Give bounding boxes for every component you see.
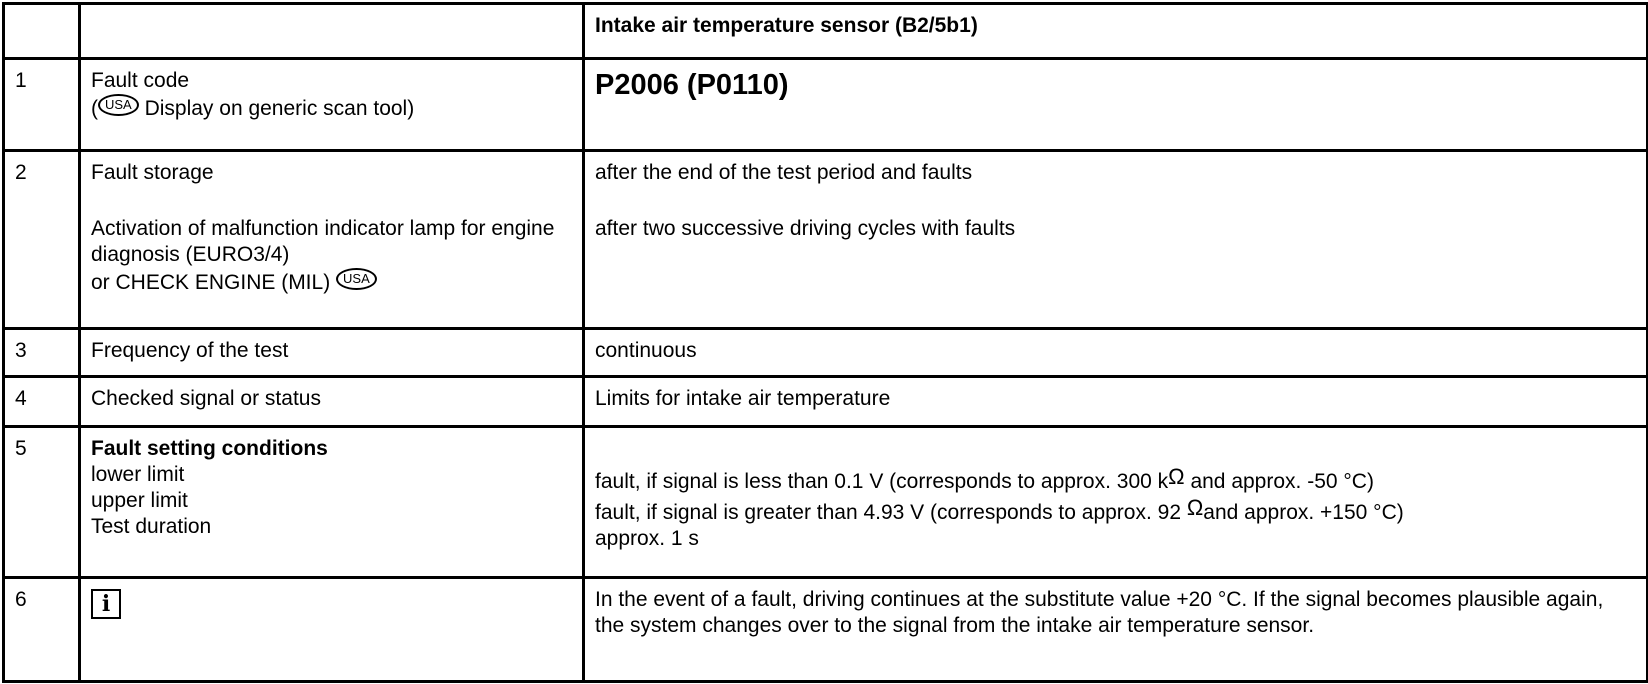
usa-badge-icon: USA <box>98 94 139 116</box>
ohm-symbol: Ω <box>1186 495 1204 520</box>
scan-tool-note <box>91 94 572 122</box>
table-row <box>4 427 1648 578</box>
row-label <box>80 578 584 682</box>
row-number: 6 <box>4 578 80 682</box>
header-num-cell <box>4 4 80 59</box>
table-row <box>4 59 1648 151</box>
row-value: Limits for intake air temperature <box>584 377 1648 427</box>
component-title: Intake air temperature sensor (B2/5b1) <box>584 4 1648 59</box>
ohm-symbol: Ω <box>1168 464 1185 489</box>
table-row <box>4 578 1648 682</box>
upper-limit-value: fault, if signal is greater than 4.93 V (corresponds to approx. 92 Ωand approx. +150 °C) <box>595 495 1404 524</box>
row-number: 2 <box>4 151 80 329</box>
header-row <box>4 4 1648 59</box>
fault-code-value: P2006 (P0110) <box>584 59 1648 151</box>
fault-code-label: Fault code <box>91 69 190 92</box>
lower-limit-value: fault, if signal is less than 0.1 V (corresponds to approx. 300 kΩ and approx. -50 °C) <box>595 464 1374 493</box>
table-row <box>4 329 1648 377</box>
row-value <box>584 427 1648 578</box>
test-duration-value: approx. 1 s <box>595 527 699 550</box>
info-icon: i <box>91 589 121 619</box>
row-value: continuous <box>584 329 1648 377</box>
row-number: 1 <box>4 59 80 151</box>
header-label-cell <box>80 4 584 59</box>
table-row <box>4 377 1648 427</box>
scan-tool-text: Display on generic scan tool) <box>138 97 415 120</box>
activation-label: Activation of malfunction indicator lamp for engine diagnosis (EURO3/4) <box>91 217 555 266</box>
fault-storage-value: after the end of the test period and faults <box>595 161 973 184</box>
row-label: Checked signal or status <box>80 377 584 427</box>
info-note: In the event of a fault, driving continues at the substitute value +20 °C. If the signal becomes plausible again, the system changes over to the signal from the intake air temperature sensor. <box>584 578 1648 682</box>
row-number: 5 <box>4 427 80 578</box>
row-number: 4 <box>4 377 80 427</box>
fault-storage-label: Fault storage <box>91 161 214 184</box>
row-label: Frequency of the test <box>80 329 584 377</box>
test-duration-label: Test duration <box>91 515 212 538</box>
row-number: 3 <box>4 329 80 377</box>
diagnosis-table <box>2 2 1648 683</box>
table-row <box>4 151 1648 329</box>
usa-badge-icon: USA <box>336 268 377 290</box>
lower-limit-label: lower limit <box>91 463 185 486</box>
activation-value: after two successive driving cycles with faults <box>595 217 1016 240</box>
check-engine-line <box>91 268 572 296</box>
row-label <box>80 151 584 329</box>
upper-limit-label: upper limit <box>91 489 188 512</box>
paren-open: ( <box>91 97 98 120</box>
check-engine-label: or CHECK ENGINE (MIL) <box>91 271 337 294</box>
row-value <box>584 151 1648 329</box>
row-label <box>80 427 584 578</box>
conditions-title: Fault setting conditions <box>91 437 328 460</box>
row-label <box>80 59 584 151</box>
